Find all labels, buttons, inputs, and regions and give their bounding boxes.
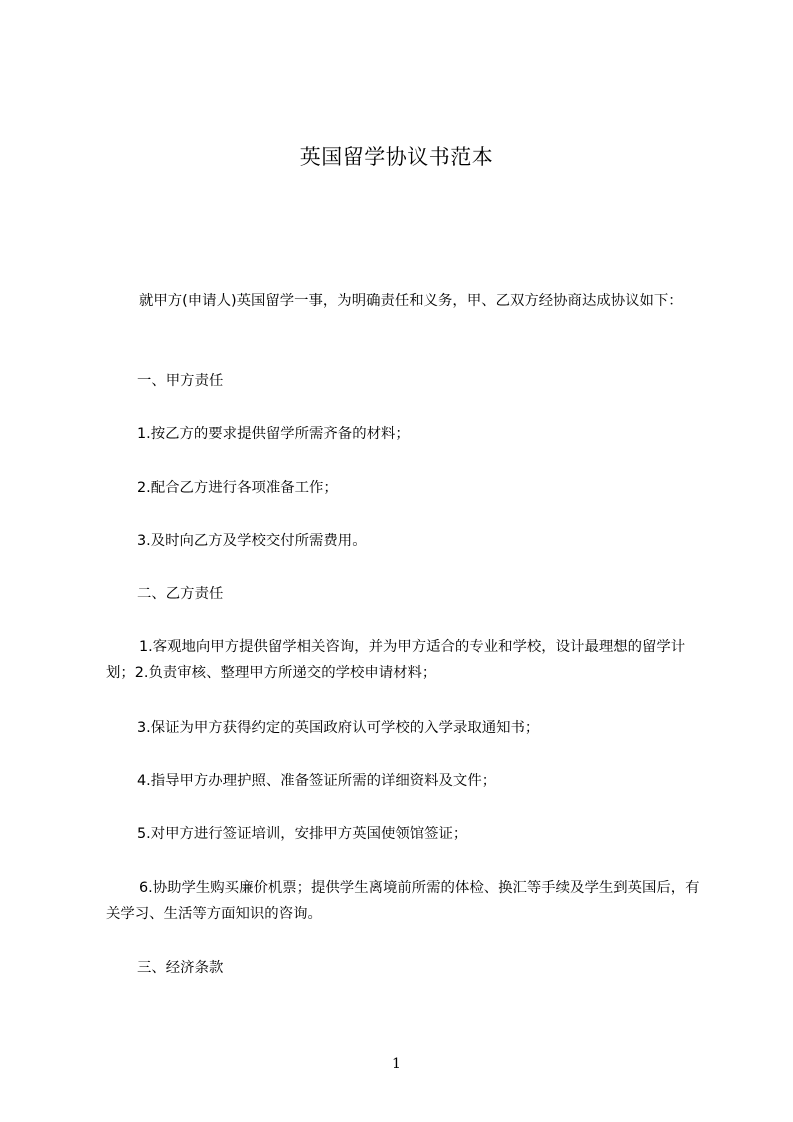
party-b-item-6: 6.协助学生购买廉价机票；提供学生离境前所需的体检、换汇等手续及学生到英国后，有关学习、生活等方面知识的咨询。 — [106, 880, 700, 922]
section-heading-party-a: 一、甲方责任 — [137, 373, 224, 389]
section-heading-party-b: 二、乙方责任 — [137, 586, 224, 602]
party-a-item-2: 2.配合乙方进行各项准备工作； — [137, 480, 338, 496]
section-heading-economic-terms: 三、经济条款 — [137, 960, 224, 976]
party-b-item-1-2: 1.客观地向甲方提供留学相关咨询，并为甲方适合的专业和学校，设计最理想的留学计划；2.负责审核、整理甲方所递交的学校申请材料； — [106, 639, 686, 681]
page-number: 1 — [392, 1056, 401, 1072]
intro-paragraph: 就甲方(申请人)英国留学一事，为明确责任和义务，甲、乙双方经协商达成协议如下： — [139, 293, 683, 309]
party-b-item-4: 4.指导甲方办理护照、准备签证所需的详细资料及文件； — [137, 773, 497, 789]
party-b-item-5: 5.对甲方进行签证培训，安排甲方英国使领馆签证； — [137, 826, 468, 842]
party-a-item-3: 3.及时向乙方及学校交付所需费用。 — [137, 533, 367, 549]
party-a-item-1: 1.按乙方的要求提供留学所需齐备的材料； — [137, 426, 410, 442]
document-title: 英国留学协议书范本 — [299, 145, 494, 169]
party-b-item-3: 3.保证为甲方获得约定的英国政府认可学校的入学录取通知书； — [137, 720, 540, 736]
